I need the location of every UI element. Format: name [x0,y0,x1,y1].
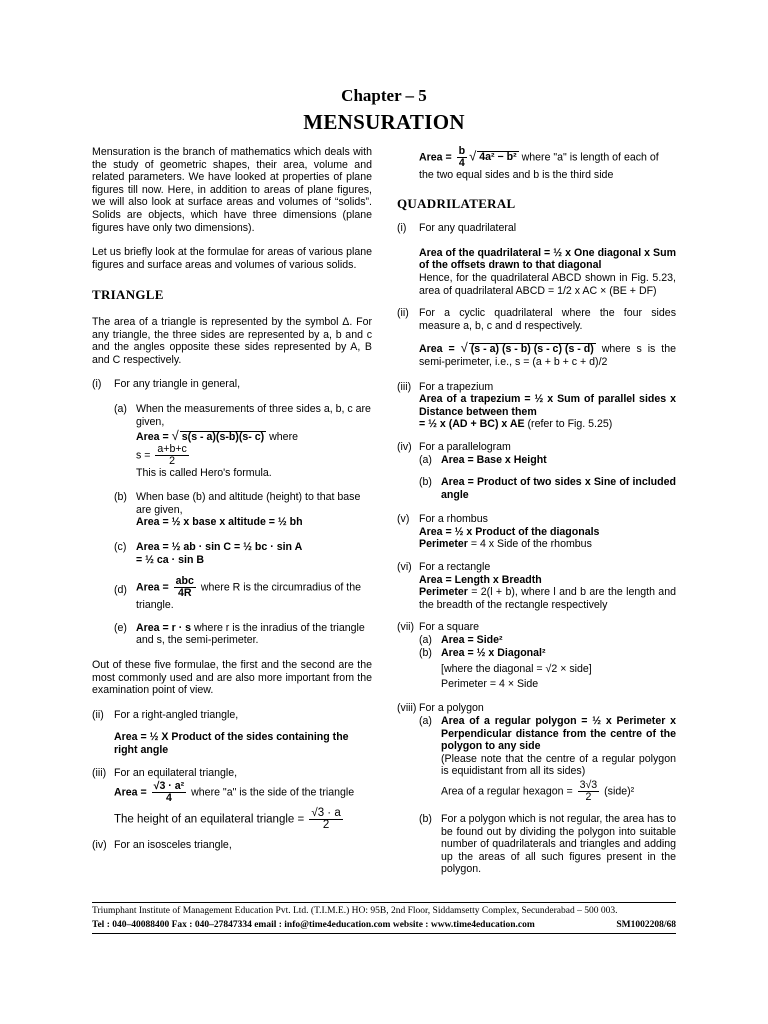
triangle-item-ii: (ii) For a right-angled triangle, [92,708,239,721]
right-column: Area = $\frac{b}{4}$ √ 4a² − b² where "a" is length of each of the two equal sides and b is the third side QUADRILATERAL (i) For any quadrilateral Area of the quadrilateral = ½ x One diagonal x Sum of the offsets drawn to that diagonal Hence, for the quadrilateral ABCD shown in Fig. 5.23, area of quadrilateral ABCD = 1/2 x AC × (BE + DF) (ii) For a cyclic quadrilateral where the four sides measure a, b, c and d respectively. Area = √ (s - a) (s - b) (s - c) (s - d) where s is the semi-perimeter, i.e., s = (a + b + c + d)/2 (iii) For a trapezium Area of a trapezium = ½ x Sum of parallel sides x Distance between them = ½ x (AD + BC) x AE (refer to Fig. 5.25) (iv) For a parallelogram (a) Area = Base x Height (b) Area = Product of two sides x Sine of included angle (v) For a rhombus Area = ½ x Product of the diagonals Perimeter = 4 x Side of the rhombus (vi) For a rectangle Area = Length x Breadth Perimeter = 2(l + b), where l and b are the length and the breadth of the rectangle respectively (vii) For a square (a) Area = Side² (b) Area = ½ x Diagonal² [where the diagonal = √2 × side] Perimeter = 4 × Side (viii) For a polygon (a) Area of a regular polygon = ½ x Perimeter x Perpendicular distance from the centre of the polygon to any side (Please note that the centre of a regular polygon is equidistant from all its sides) Area of a regular hexagon = $\frac{3√3}{2}$ (side)² (b) For a polygon which is not regular, the area has to be found out by dividing the polygon into suitable number of quadrilaterals and triangles and adding up the areas of all such figures present in the polygon. [397,145,677,876]
triangle-item-c: (c) Area = ½ ab · sin C = ½ bc · sin A = ½ ca · sin B [114,541,303,566]
triangle-item-iv: (iv) For an isosceles triangle, [92,839,232,852]
left-column: Mensuration is the branch of mathematics which deals with the study of geometric shapes, their area, volume and related parameters. We have looked at properties of plane figures till now. Here, in addition to areas of plane figures, we will also look at surface areas and volumes of “solids”. Solids are objects, which have three dimensions (plane figures have only two dimensions). Let us briefly look at the formulae for areas of various plane figures and surface areas and volumes of various solids. TRIANGLE The area of a triangle is represented by the symbol Δ. For any triangle, the three sides are represented by a, b and c and the angles opposite these sides represented by A, B and C respectively. (i) For any triangle in general, (a) When the measurements of three sides a, b, c are given, Area = √ s(s - a)(s-b)(s- c) where s = $\frac{a+b+c}{2}$ This is called Hero's formula. (b) When base (b) and altitude (height) to that base are given, Area = ½ x base x altitude = ½ bh (c) Area = ½ ab · sin C = ½ bc · sin A = ½ ca · sin B (d) Area = $\frac{\text{abc}}{4R}$ where R is the circumradius of the triangle. (e) Area = r · s where r is the inradius of the triangle and s, the semi-perimeter. Out of these five formulae, the first and the second are the most commonly used and are also more important from the examination point of view. (ii) For a right-angled triangle, Area = ½ X Product of the sides containing the right angle (iii) For an equilateral triangle, Area = $\frac{\text{√3 · a²}}{4}$ where "a" is the side of the triangle The height of an equilateral triangle = $\frac{√3 \cdot a}{2}$ (iv) For an isosceles triangle, [92,146,372,852]
footer-contact-text: Tel : 040–40088400 Fax : 040–27847334 email : info@time4education.com website : www.time4education.com [92,920,535,930]
triangle-item-iii: (iii) For an equilateral triangle, [92,766,238,779]
quad-item-i: (i) For any quadrilateral [397,222,517,235]
footer-rule [92,902,676,903]
triangle-item-a: (a) When the measurements of three sides a, b, c are given, Area = √ s(s - a)(s-b)(s- c) where s = $\frac{a+b+c}{2}$ This is called Hero's formula. [114,402,371,479]
quad-item-iv: (iv) For a parallelogram (a) Area = Base x Height (b) Area = Product of two sides x Sine of included angle [397,440,676,501]
triangle-intro: The area of a triangle is represented by the symbol Δ. For any triangle, the three sides are represented by a, b and c and the angles opposite these sides represented by A, B and C respectively. [92,315,372,366]
triangle-heading: TRIANGLE [92,287,164,303]
sqrt-symbol: √ [171,428,179,444]
footer-contact [92,920,676,930]
quad-item-iii: (iii) For a trapezium Area of a trapezium = ½ x Sum of parallel sides x Distance between them = ½ x (AD + BC) x AE (refer to Fig. 5.25) [397,380,676,431]
quadrilateral-heading: QUADRILATERAL [397,195,516,211]
footer-address: Triumphant Institute of Management Education Pvt. Ltd. (T.I.M.E.) HO: 95B, 2nd Floor, Siddamsetty Complex, Secunderabad – 500 003. [92,906,618,916]
quad-item-vii: (vii) For a square (a) Area = Side² (b) Area = ½ x Diagonal² [where the diagonal = √2 × side] Perimeter = 4 × Side [397,621,592,690]
formulae-note: Out of these five formulae, the first and the second are the most commonly used and are also more important from the examination point of view. [92,659,372,697]
quad-item-ii: (ii) For a cyclic quadrilateral where the four sides measure a, b, c and d respectively. [397,307,676,332]
footer-page-code: SM1002208/68 [616,920,676,930]
triangle-item-d: (d) Area = $\frac{\text{abc}}{4R}$ where R is the circumradius of the triangle. [114,575,362,612]
right-triangle-formula: Area = ½ X Product of the sides containing the right angle [114,731,349,756]
page-title: MENSURATION [303,110,465,134]
intro-paragraph-2: Let us briefly look at the formulae for areas of various plane figures and surface areas and volumes of various solids. [92,246,372,271]
triangle-item-b: (b) When base (b) and altitude (height) to that base are given, Area = ½ x base x altitude = ½ bh [114,491,361,529]
quad-item-v: (v) For a rhombus Area = ½ x Product of the diagonals Perimeter = 4 x Side of the rhombus [397,513,600,551]
footer-rule-bottom [92,933,676,934]
quad-item-vi: (vi) For a rectangle Area = Length x Breadth Perimeter = 2(l + b), where l and b are the length and the breadth of the rectangle respectively [397,561,676,611]
intro-paragraph-1: Mensuration is the branch of mathematics which deals with the study of geometric shapes, their area, volume and related parameters. We have looked at properties of plane figures till now. Here, in addition to areas of plane figures, we will also look at surface areas and volumes of “solids”. Solids are objects, which have three dimensions (plane figures have only two dimensions). [92,146,372,234]
chapter-label: Chapter – 5 [341,86,427,105]
triangle-item-i: (i) For any triangle in general, [92,378,241,391]
triangle-item-e: (e) Area = r · s where r is the inradius of the triangle and s, the semi-perimeter. [114,621,365,647]
quad-item-viii: (viii) For a polygon (a) Area of a regular polygon = ½ x Perimeter x Perpendicular distance from the centre of the polygon to any side (Please note that the centre of a regular polygon is equidistant from all its sides) Area of a regular hexagon = $\frac{3√3}{2}$ (side)² (b) For a polygon which is not regular, the area has to be found out by dividing the polygon into suitable number of quadrilaterals and triangles and adding up the areas of all such figures present in the polygon. [397,702,676,876]
triangle-subitems [114,403,372,647]
